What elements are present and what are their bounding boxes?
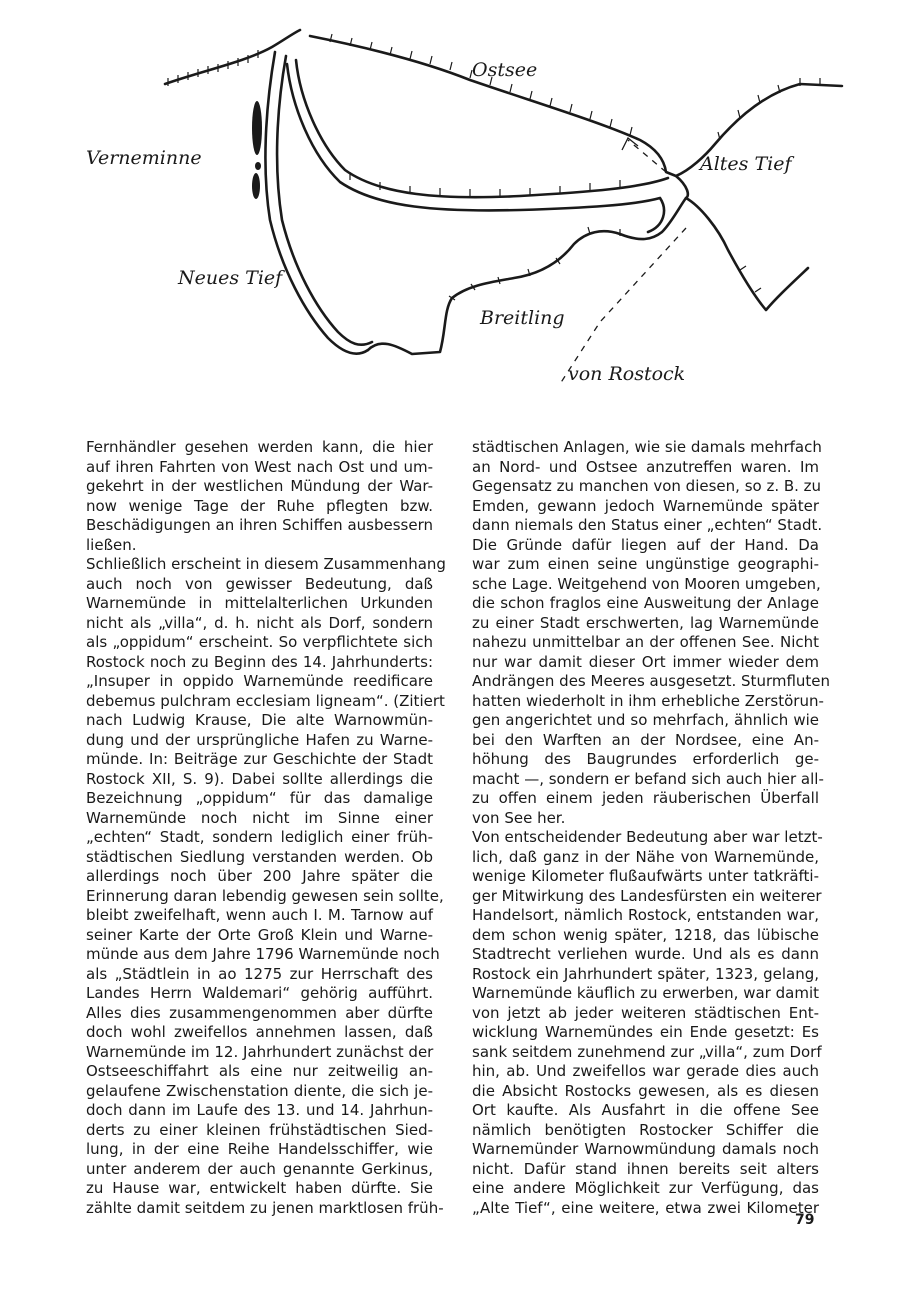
text-line: gelaufene Zwischenstation diente, die sich je- — [86, 1081, 433, 1100]
text-line: von See her. — [472, 808, 566, 827]
text-line: hin, ab. Und zweifellos war gerade dies auch — [472, 1062, 819, 1080]
text-line: nach Ludwig Krause, Die alte Warnowmün- — [86, 711, 433, 729]
text-line: macht —, sondern er befand sich auch hier all- — [472, 769, 824, 788]
text-line: allerdings noch über 200 Jahre später die — [86, 867, 433, 885]
text-line: höhung des Baugrundes erforderlich ge- — [472, 750, 819, 768]
text-line: münde aus dem Jahre 1796 Warnemünde noch — [86, 945, 440, 963]
label-breitling: Breitling — [480, 307, 565, 329]
map-sketch — [0, 0, 900, 410]
text-line: doch wohl zweifellos annehmen lassen, daß — [86, 1023, 433, 1041]
text-line: wenige Kilometer flußaufwärts unter tatkräfti- — [472, 867, 819, 885]
text-line: Warnemünder Warnowmündung damals noch — [472, 1140, 819, 1158]
text-line: nur war damit dieser Ort immer wieder dem — [472, 652, 819, 671]
text-line: sche Lage. Weitgehend von Mooren umgeben, — [472, 574, 821, 593]
text-line: doch dann im Laufe des 13. und 14. Jahrhun- — [86, 1101, 433, 1119]
page-number: 79 — [795, 1212, 815, 1228]
text-line: „Insuper in oppido Warnemünde reedificare — [86, 672, 433, 690]
right-text-column — [472, 438, 831, 1218]
text-line: Gegensatz zu manchen von diesen, so z. B. zu — [472, 477, 822, 495]
neues-tief-channel-inner — [277, 56, 372, 345]
west-coastline — [165, 30, 300, 84]
text-line: Warnemünde käuflich zu erwerben, war damit — [472, 984, 819, 1002]
breitling-hatching — [449, 227, 761, 300]
text-line: zu offen einem jeden räuberischen Überfall — [472, 789, 819, 807]
text-line: seiner Karte der Orte Groß Klein und Warne- — [86, 925, 433, 944]
text-line: Landes Herrn Waldemari“ gehörig aufführt. — [86, 984, 433, 1002]
text-line: als „oppidum“ erscheint. So verpflichtete sich — [86, 633, 433, 651]
text-line: Ostseeschiffahrt als eine nur zeitweilig an- — [86, 1062, 433, 1080]
channel-inner-bank — [287, 64, 664, 232]
text-line: nicht als „villa“, d. h. nicht als Dorf, sondern — [86, 613, 433, 632]
text-line: Schließlich erscheint in diesem Zusammenhang — [86, 555, 446, 573]
text-line: lich, daß ganz in der Nähe von Warnemünde, — [472, 847, 819, 866]
text-line: eine andere Möglichkeit zur Verfügung, das — [472, 1179, 819, 1197]
old-channel-bank — [676, 176, 688, 198]
text-line: sank seitdem zunehmend zur „villa“, zum Dorf — [472, 1042, 822, 1061]
text-line: Stadtrecht verliehen wurde. Und als es dann — [472, 945, 819, 963]
text-line: ger Mitwirkung des Landesfürsten ein weiterer — [472, 886, 822, 905]
text-line: lung, in der eine Reihe Handelsschiffer, wie — [86, 1140, 433, 1158]
text-line: zählte damit seitdem zu jenen marktlosen früh- — [86, 1198, 444, 1217]
route-arrow-icon — [622, 138, 638, 150]
text-line: debemus pulchram ecclesiam ligneam“. (Zitiert — [86, 691, 445, 710]
text-line: auch noch von gewisser Bedeutung, daß — [86, 574, 433, 593]
text-line: Warnemünde noch nicht im Sinne einer — [86, 808, 433, 827]
text-line: auf ihren Fahrten von West nach Ost und um- — [86, 457, 433, 476]
route-to-rostock — [560, 228, 686, 384]
label-verneminne: Verneminne — [86, 147, 202, 169]
text-line: von jetzt ab jeder weiteren städtischen Ent- — [472, 1003, 819, 1022]
text-line: ließen. — [86, 535, 137, 554]
text-line: nämlich benötigten Rostocker Schiffer die — [472, 1120, 819, 1139]
text-line: zu Hause war, entwickelt haben dürfte. Sie — [86, 1179, 433, 1197]
text-line: „Alte Tief“, eine weitere, etwa zwei Kilometer — [472, 1198, 819, 1217]
text-line: Andrängen des Meeres ausgesetzt. Sturmfluten — [472, 672, 831, 690]
left-text-column — [86, 438, 446, 1218]
text-line: Beschädigungen an ihren Schiffen ausbessern — [86, 516, 433, 534]
text-line: now wenige Tage der Ruhe pflegten bzw. — [86, 496, 433, 515]
text-line: Alles dies zusammengenommen aber dürfte — [86, 1003, 433, 1022]
text-line: bleibt zweifelhaft, wenn auch I. M. Tarnow auf — [86, 906, 433, 924]
text-line: dung und der ursprüngliche Hafen zu Warne- — [86, 730, 433, 749]
text-line: Die Gründe dafür liegen auf der Hand. Da — [472, 535, 819, 554]
text-line: unter anderem der auch genannte Gerkinus, — [86, 1159, 433, 1178]
label-von-rostock: von Rostock — [568, 363, 686, 385]
text-line: dem schon wenig später, 1218, das lübische — [472, 925, 819, 944]
dune-marks — [252, 101, 262, 199]
coast-hatching-east — [330, 34, 820, 140]
text-line: hatten wiederholt in ihm erhebliche Zerstörun- — [472, 691, 824, 710]
text-line: nahezu unmittelbar an der offenen See. Nicht — [472, 633, 819, 651]
text-line: Rostock noch zu Beginn des 14. Jahrhunderts: — [86, 652, 433, 671]
text-line: Emden, gewann jedoch Warnemünde später — [472, 496, 819, 515]
text-line: Bezeichnung „oppidum“ für das damalige — [86, 789, 433, 807]
label-neues-tief: Neues Tief — [178, 267, 283, 289]
text-line: münde. In: Beiträge zur Geschichte der Stadt — [86, 750, 433, 768]
text-line: städtischen Siedlung verstanden werden. Ob — [86, 847, 433, 866]
text-line: Ort kaufte. Als Ausfahrt in die offene See — [472, 1101, 819, 1119]
text-line: als „Städtlein in ao 1275 zur Herrschaft des — [86, 964, 433, 983]
text-line: bei den Warften an der Nordsee, eine An- — [472, 730, 819, 749]
text-line: Rostock ein Jahrhundert später, 1323, gelang, — [472, 964, 819, 983]
text-line: städtischen Anlagen, wie sie damals mehrfach — [472, 438, 822, 456]
label-ostsee: Ostsee — [472, 59, 538, 81]
text-line: die Absicht Rostocks gewesen, als es diesen — [472, 1081, 819, 1100]
text-line: Handelsort, nämlich Rostock, entstanden war, — [472, 906, 819, 924]
text-line: an Nord- und Ostsee anzutreffen waren. Im — [472, 457, 819, 476]
breitling-shore — [368, 198, 808, 354]
text-line: gen angerichtet und so mehrfach, ähnlich wie — [472, 711, 819, 729]
text-line: nicht. Dafür stand ihnen bereits seit alters — [472, 1159, 819, 1178]
text-line: Rostock XII, S. 9). Dabei sollte allerdings die — [86, 769, 433, 788]
text-line: dann niemals den Status einer „echten“ Stadt. — [472, 516, 823, 534]
text-line: derts zu einer kleinen frühstädtischen Sied- — [86, 1120, 433, 1139]
text-line: Fernhändler gesehen werden kann, die hier — [86, 438, 433, 456]
text-line: „echten“ Stadt, sondern lediglich einer früh- — [86, 828, 433, 846]
text-line: Warnemünde in mittelalterlichen Urkunden — [86, 594, 433, 612]
text-line: gekehrt in der westlichen Mündung der War- — [86, 477, 433, 495]
text-line: Warnemünde im 12. Jahrhundert zunächst der — [86, 1042, 434, 1061]
text-line: Erinnerung daran lebendig gewesen sein sollte, — [86, 886, 444, 905]
label-altes-tief: Altes Tief — [700, 153, 792, 175]
text-line: die schon fraglos eine Ausweitung der Anlage — [472, 594, 819, 612]
text-line: war zum einen seine ungünstige geographi- — [472, 555, 819, 573]
text-line: wicklung Warnemündes ein Ende gesetzt: Es — [472, 1023, 819, 1041]
text-line: Von entscheidender Bedeutung aber war letzt- — [472, 828, 823, 846]
text-line: zu einer Stadt erschwerten, lag Warnemünde — [472, 613, 819, 632]
